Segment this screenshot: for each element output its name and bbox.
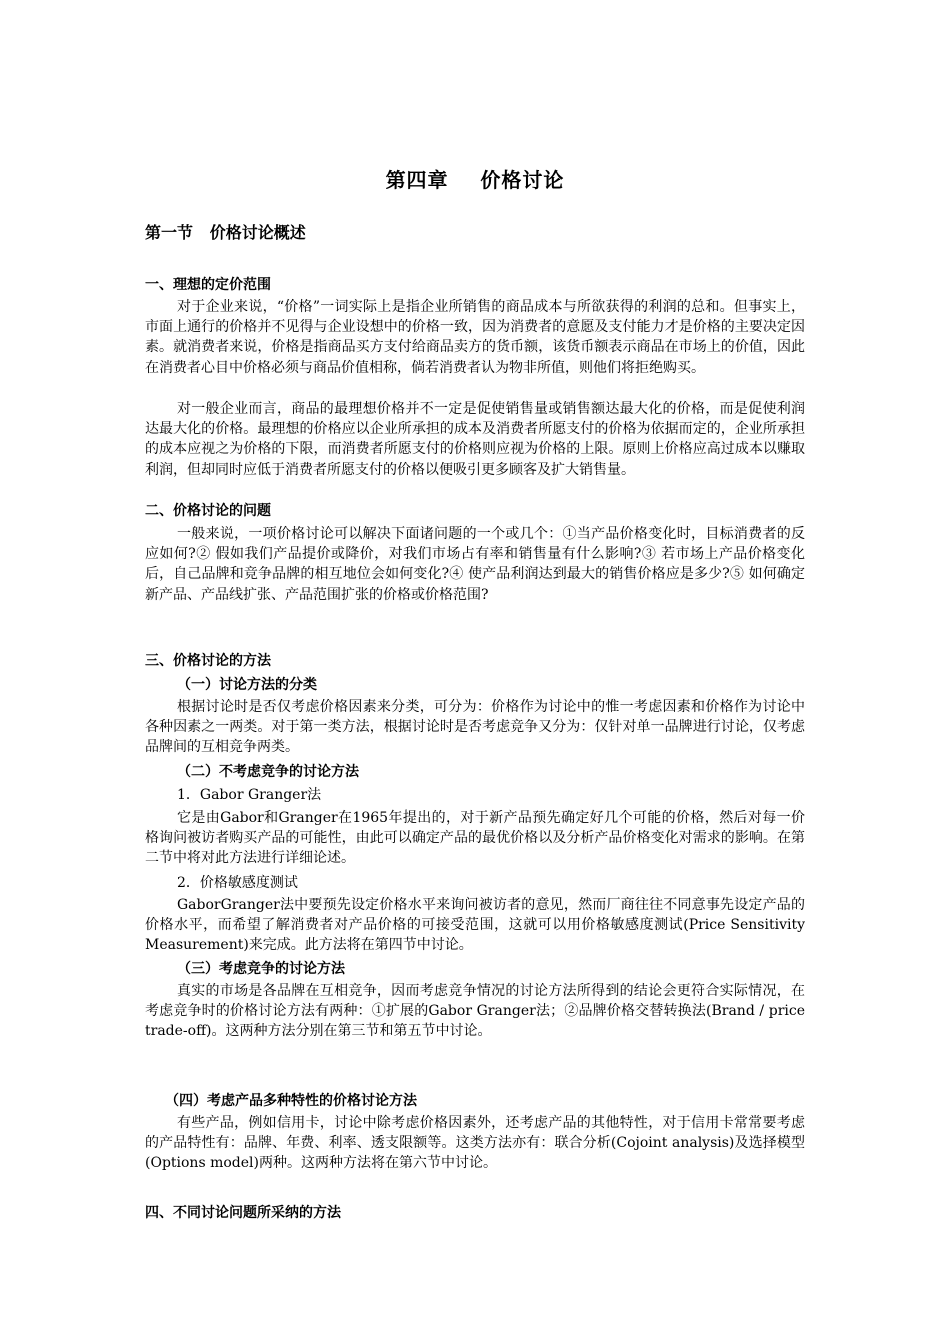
paragraph-pricing-definition: 对于企业来说，“价格”一词实际上是指企业所销售的商品成本与所欲获得的利润的总和。但事实上，市面上通行的价格并不见得与企业设想中的价格一致，因为消费者的意愿及支付能力才是价格的主要决定因素。就消费者来说，价格是指商品买方支付给商品卖方的货币额，该货币额表示商品在市场上的价值，因此在消费者心目中价格必须与商品价值相称，倘若消费者认为物非所值，则他们将拒绝购买。	[145, 299, 805, 376]
item-price-sensitivity: 2．价格敏感度测试	[177, 875, 298, 891]
paragraph-pricing-questions: 一般来说，一项价格讨论可以解决下面诸问题的一个或几个：①当产品价格变化时，目标消费者的反应如何?② 假如我们产品提价或降价，对我们市场占有率和销售量有什么影响?③ 若市场上产品价格变化后，自己品牌和竞争品牌的相互地位会如何变化?④ 使产品利润达到最大的销售价格应是多少?⑤ 如何确定新产品、产品线扩张、产品范围扩张的价格或价格范围?	[145, 526, 805, 603]
paragraph-competition-methods: 真实的市场是各品牌在互相竞争，因而考虑竞争情况的讨论方法所得到的结论会更符合实际情况，在考虑竞争时的价格讨论方法有两种：①扩展的Gabor Granger法；②品牌价格交替转换法(Brand / price trade-off)。这两种方法分别在第三节和第五节中讨论。	[145, 983, 805, 1040]
heading-ideal-pricing-range: 一、理想的定价范围	[145, 277, 271, 293]
chapter-title: 第四章 价格讨论	[385, 168, 565, 192]
paragraph-multi-attribute-methods: 有些产品，例如信用卡，讨论中除考虑价格因素外，还考虑产品的其他特性，对于信用卡常常要考虑的产品特性有：品牌、年费、利率、透支限额等。这类方法亦有：联合分析(Cojoint analysis)及选择模型(Options model)两种。这两种方法将在第六节中讨论。	[145, 1115, 805, 1172]
heading-methods-by-question: 四、不同讨论问题所采纳的方法	[145, 1205, 341, 1221]
section-title: 第一节 价格讨论概述	[145, 223, 306, 242]
heading-no-competition-methods: （二）不考虑竞争的讨论方法	[177, 764, 359, 780]
paragraph-price-sensitivity: GaborGranger法中要预先设定价格水平来询问被访者的意见，然而厂商往往不同意事先设定产品的价格水平，而希望了解消费者对产品价格的可接受范围，这就可以用价格敏感度测试(Price Sensitivity Measurement)来完成。此方法将在第四节中讨论。	[145, 897, 805, 954]
heading-pricing-methods: 三、价格讨论的方法	[145, 653, 271, 669]
heading-pricing-questions: 二、价格讨论的问题	[145, 503, 271, 519]
paragraph-optimal-price: 对一般企业而言，商品的最理想价格并不一定是促使销售量或销售额达最大化的价格，而是促使利润达最大化的价格。最理想的价格应以企业所承担的成本及消费者所愿支付的价格为依据而定的，企业所承担的成本应视之为价格的下限，而消费者所愿支付的价格则应视为价格的上限。原则上价格应高过成本以赚取利润，但却同时应低于消费者所愿支付的价格以便吸引更多顾客及扩大销售量。	[145, 401, 805, 478]
item-gabor-granger: 1．Gabor Granger法	[177, 787, 322, 803]
paragraph-gabor-granger: 它是由Gabor和Granger在1965年提出的，对于新产品预先确定好几个可能的价格，然后对每一价格询问被访者购买产品的可能性，由此可以确定产品的最优价格以及分析产品价格变化对需求的影响。在第二节中将对此方法进行详细论述。	[145, 810, 805, 867]
paragraph-method-classification: 根据讨论时是否仅考虑价格因素来分类，可分为：价格作为讨论中的惟一考虑因素和价格作为讨论中各种因素之一两类。对于第一类方法，根据讨论时是否考虑竞争又分为：仅针对单一品牌进行讨论，仅考虑品牌间的互相竞争两类。	[145, 699, 805, 756]
heading-competition-methods: （三）考虑竞争的讨论方法	[177, 961, 345, 977]
heading-method-classification: （一）讨论方法的分类	[177, 677, 317, 693]
heading-multi-attribute-methods: （四）考虑产品多种特性的价格讨论方法	[165, 1093, 417, 1109]
